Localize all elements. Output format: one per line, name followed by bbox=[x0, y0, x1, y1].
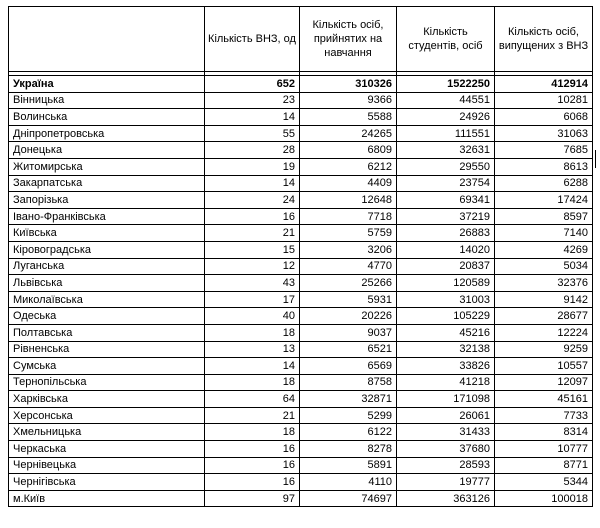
admitted-cell: 9037 bbox=[300, 324, 397, 341]
table-row bbox=[9, 474, 593, 491]
table-row bbox=[9, 358, 593, 375]
table-row bbox=[9, 142, 593, 159]
graduated-cell: 7685 bbox=[495, 142, 593, 159]
table-row bbox=[9, 324, 593, 341]
total-region: Україна bbox=[9, 76, 205, 93]
table-row bbox=[9, 109, 593, 126]
region-cell: Сумська bbox=[9, 358, 205, 375]
universities-cell: 17 bbox=[205, 291, 300, 308]
students-cell: 31003 bbox=[397, 291, 495, 308]
region-cell: Черкаська bbox=[9, 441, 205, 458]
admitted-cell: 4110 bbox=[300, 474, 397, 491]
region-cell: Хмельницька bbox=[9, 424, 205, 441]
table-row bbox=[9, 291, 593, 308]
students-cell: 19777 bbox=[397, 474, 495, 491]
universities-cell: 12 bbox=[205, 258, 300, 275]
admitted-cell: 7718 bbox=[300, 208, 397, 225]
total-graduated: 412914 bbox=[495, 76, 593, 93]
statistics-table bbox=[8, 6, 593, 507]
region-cell: Вінницька bbox=[9, 92, 205, 109]
header-universities: Кількість ВНЗ, од bbox=[205, 7, 300, 72]
students-cell: 26883 bbox=[397, 225, 495, 242]
region-cell: Запорізька bbox=[9, 192, 205, 209]
table-row bbox=[9, 175, 593, 192]
students-cell: 37219 bbox=[397, 208, 495, 225]
graduated-cell: 5034 bbox=[495, 258, 593, 275]
table-row bbox=[9, 424, 593, 441]
region-cell: Волинська bbox=[9, 109, 205, 126]
admitted-cell: 6521 bbox=[300, 341, 397, 358]
students-cell: 31433 bbox=[397, 424, 495, 441]
universities-cell: 23 bbox=[205, 92, 300, 109]
table-row bbox=[9, 407, 593, 424]
admitted-cell: 24265 bbox=[300, 125, 397, 142]
admitted-cell: 5891 bbox=[300, 457, 397, 474]
header-admitted: Кількість осіб, прийнятих на навчання bbox=[300, 7, 397, 72]
universities-cell: 16 bbox=[205, 441, 300, 458]
region-cell: Тернопільська bbox=[9, 374, 205, 391]
admitted-cell: 6569 bbox=[300, 358, 397, 375]
admitted-cell: 74697 bbox=[300, 490, 397, 507]
universities-cell: 14 bbox=[205, 109, 300, 126]
universities-cell: 14 bbox=[205, 358, 300, 375]
header-graduated: Кількість осіб, випущених з ВНЗ bbox=[495, 7, 593, 72]
graduated-cell: 10777 bbox=[495, 441, 593, 458]
students-cell: 23754 bbox=[397, 175, 495, 192]
region-cell: Рівненська bbox=[9, 341, 205, 358]
table-row bbox=[9, 192, 593, 209]
admitted-cell: 12648 bbox=[300, 192, 397, 209]
students-cell: 41218 bbox=[397, 374, 495, 391]
students-cell: 363126 bbox=[397, 490, 495, 507]
header-students: Кількість студентів, осіб bbox=[397, 7, 495, 72]
students-cell: 32138 bbox=[397, 341, 495, 358]
region-cell: Львівська bbox=[9, 275, 205, 292]
admitted-cell: 5759 bbox=[300, 225, 397, 242]
table-row bbox=[9, 341, 593, 358]
graduated-cell: 31063 bbox=[495, 125, 593, 142]
students-cell: 28593 bbox=[397, 457, 495, 474]
admitted-cell: 5931 bbox=[300, 291, 397, 308]
table-row bbox=[9, 490, 593, 507]
universities-cell: 16 bbox=[205, 208, 300, 225]
region-cell: Чернівецька bbox=[9, 457, 205, 474]
graduated-cell: 100018 bbox=[495, 490, 593, 507]
students-cell: 29550 bbox=[397, 158, 495, 175]
graduated-cell: 6068 bbox=[495, 109, 593, 126]
region-cell: Київська bbox=[9, 225, 205, 242]
table-row bbox=[9, 125, 593, 142]
graduated-cell: 8597 bbox=[495, 208, 593, 225]
graduated-cell: 8613 bbox=[495, 158, 593, 175]
total-universities: 652 bbox=[205, 76, 300, 93]
students-cell: 26061 bbox=[397, 407, 495, 424]
universities-cell: 15 bbox=[205, 241, 300, 258]
table-row bbox=[9, 457, 593, 474]
graduated-cell: 5344 bbox=[495, 474, 593, 491]
admitted-cell: 6212 bbox=[300, 158, 397, 175]
graduated-cell: 10557 bbox=[495, 358, 593, 375]
graduated-cell: 12097 bbox=[495, 374, 593, 391]
admitted-cell: 6809 bbox=[300, 142, 397, 159]
admitted-cell: 20226 bbox=[300, 308, 397, 325]
universities-cell: 55 bbox=[205, 125, 300, 142]
total-admitted: 310326 bbox=[300, 76, 397, 93]
table-row bbox=[9, 225, 593, 242]
graduated-cell: 12224 bbox=[495, 324, 593, 341]
universities-cell: 18 bbox=[205, 324, 300, 341]
table-row bbox=[9, 374, 593, 391]
admitted-cell: 8758 bbox=[300, 374, 397, 391]
admitted-cell: 5299 bbox=[300, 407, 397, 424]
students-cell: 24926 bbox=[397, 109, 495, 126]
students-cell: 44551 bbox=[397, 92, 495, 109]
admitted-cell: 4409 bbox=[300, 175, 397, 192]
graduated-cell: 10281 bbox=[495, 92, 593, 109]
region-cell: Херсонська bbox=[9, 407, 205, 424]
graduated-cell: 17424 bbox=[495, 192, 593, 209]
graduated-cell: 7140 bbox=[495, 225, 593, 242]
table-row bbox=[9, 158, 593, 175]
universities-cell: 14 bbox=[205, 175, 300, 192]
region-cell: Донецька bbox=[9, 142, 205, 159]
header-region bbox=[9, 7, 205, 72]
table-row bbox=[9, 391, 593, 408]
page-edge-mark bbox=[595, 150, 596, 168]
students-cell: 32631 bbox=[397, 142, 495, 159]
region-cell: Дніпропетровська bbox=[9, 125, 205, 142]
graduated-cell: 28677 bbox=[495, 308, 593, 325]
universities-cell: 21 bbox=[205, 407, 300, 424]
region-cell: Полтавська bbox=[9, 324, 205, 341]
universities-cell: 40 bbox=[205, 308, 300, 325]
region-cell: Чернігівська bbox=[9, 474, 205, 491]
students-cell: 120589 bbox=[397, 275, 495, 292]
graduated-cell: 32376 bbox=[495, 275, 593, 292]
universities-cell: 19 bbox=[205, 158, 300, 175]
graduated-cell: 4269 bbox=[495, 241, 593, 258]
region-cell: Харківська bbox=[9, 391, 205, 408]
table-row bbox=[9, 258, 593, 275]
region-cell: Луганська bbox=[9, 258, 205, 275]
universities-cell: 16 bbox=[205, 457, 300, 474]
universities-cell: 18 bbox=[205, 374, 300, 391]
universities-cell: 43 bbox=[205, 275, 300, 292]
admitted-cell: 25266 bbox=[300, 275, 397, 292]
admitted-cell: 3206 bbox=[300, 241, 397, 258]
total-students: 1522250 bbox=[397, 76, 495, 93]
graduated-cell: 6288 bbox=[495, 175, 593, 192]
table-row bbox=[9, 441, 593, 458]
table-row bbox=[9, 241, 593, 258]
region-cell: Кіровоградська bbox=[9, 241, 205, 258]
total-row bbox=[9, 76, 593, 93]
region-cell: Івано-Франківська bbox=[9, 208, 205, 225]
graduated-cell: 45161 bbox=[495, 391, 593, 408]
region-cell: Закарпатська bbox=[9, 175, 205, 192]
universities-cell: 21 bbox=[205, 225, 300, 242]
universities-cell: 13 bbox=[205, 341, 300, 358]
region-cell: Миколаївська bbox=[9, 291, 205, 308]
students-cell: 171098 bbox=[397, 391, 495, 408]
universities-cell: 18 bbox=[205, 424, 300, 441]
universities-cell: 24 bbox=[205, 192, 300, 209]
universities-cell: 16 bbox=[205, 474, 300, 491]
universities-cell: 64 bbox=[205, 391, 300, 408]
universities-cell: 97 bbox=[205, 490, 300, 507]
table-row bbox=[9, 208, 593, 225]
graduated-cell: 7733 bbox=[495, 407, 593, 424]
table-row bbox=[9, 308, 593, 325]
region-cell: Житомирська bbox=[9, 158, 205, 175]
graduated-cell: 9142 bbox=[495, 291, 593, 308]
admitted-cell: 8278 bbox=[300, 441, 397, 458]
students-cell: 45216 bbox=[397, 324, 495, 341]
table-row bbox=[9, 275, 593, 292]
students-cell: 33826 bbox=[397, 358, 495, 375]
students-cell: 111551 bbox=[397, 125, 495, 142]
table-row bbox=[9, 92, 593, 109]
students-cell: 69341 bbox=[397, 192, 495, 209]
students-cell: 14020 bbox=[397, 241, 495, 258]
admitted-cell: 4770 bbox=[300, 258, 397, 275]
admitted-cell: 32871 bbox=[300, 391, 397, 408]
header-row bbox=[9, 7, 593, 72]
students-cell: 37680 bbox=[397, 441, 495, 458]
graduated-cell: 8314 bbox=[495, 424, 593, 441]
admitted-cell: 5588 bbox=[300, 109, 397, 126]
admitted-cell: 6122 bbox=[300, 424, 397, 441]
universities-cell: 28 bbox=[205, 142, 300, 159]
students-cell: 105229 bbox=[397, 308, 495, 325]
admitted-cell: 9366 bbox=[300, 92, 397, 109]
graduated-cell: 9259 bbox=[495, 341, 593, 358]
region-cell: м.Київ bbox=[9, 490, 205, 507]
graduated-cell: 8771 bbox=[495, 457, 593, 474]
region-cell: Одеська bbox=[9, 308, 205, 325]
students-cell: 20837 bbox=[397, 258, 495, 275]
